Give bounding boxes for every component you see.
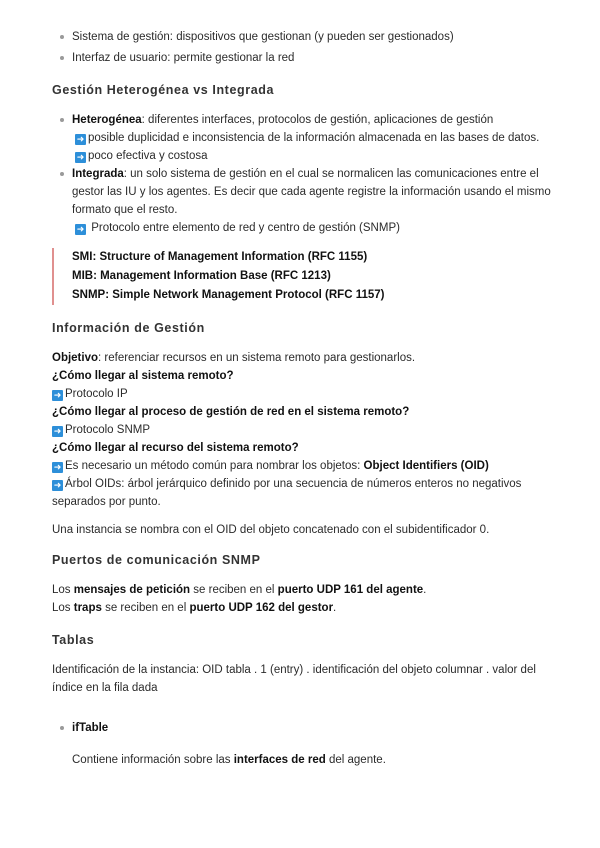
term-objetivo: Objetivo xyxy=(52,352,99,364)
iftable-description xyxy=(52,751,552,769)
arrow-right-icon: ➜ xyxy=(76,152,85,162)
objective xyxy=(52,349,552,367)
sub-text: posible duplicidad e inconsistencia de la información almacenada en las bases de datos. xyxy=(88,132,540,144)
question: ¿Cómo llegar al recurso del sistema remoto? xyxy=(52,442,299,454)
document-page xyxy=(52,28,552,769)
section-heading: Gestión Heterogénea vs Integrada xyxy=(52,83,275,97)
tables-paragraph: Identificación de la instancia: OID tabla . 1 (entry) . identificación del objeto columnar . valor del índice en la fila dada xyxy=(52,664,536,694)
bold-text: puerto UDP 161 del agente xyxy=(277,584,424,596)
arrow-right-icon: ➜ xyxy=(76,224,85,234)
bold-text: traps xyxy=(73,602,102,614)
arrow-right-icon: ➜ xyxy=(53,390,62,400)
question: ¿Cómo llegar al proceso de gestión de red en el sistema remoto? xyxy=(52,406,410,418)
quote-line: SMI: Structure of Management Information (RFC 1155) xyxy=(72,251,368,263)
sub-line xyxy=(72,129,552,147)
section-heading: Información de Gestión xyxy=(52,321,205,335)
list-item-iftable xyxy=(52,719,552,737)
answer xyxy=(52,385,552,403)
text: del agente. xyxy=(325,754,386,766)
answer xyxy=(52,457,552,475)
arrow-right-icon: ➜ xyxy=(53,426,62,436)
quote-line: SNMP: Simple Network Management Protocol (RFC 1157) xyxy=(72,289,385,301)
text: Los xyxy=(52,584,74,596)
list-item: Sistema de gestión: dispositivos que gestionan (y pueden ser gestionados) xyxy=(52,28,552,46)
bold-text: mensajes de petición xyxy=(73,584,191,596)
sub-text: poco efectiva y costosa xyxy=(88,150,208,162)
blockquote xyxy=(52,248,552,305)
bold-text: puerto UDP 162 del gestor xyxy=(189,602,334,614)
text: se reciben en el xyxy=(101,602,190,614)
tables-list xyxy=(52,719,552,737)
sub-text: Protocolo entre elemento de red y centro de gestión (SNMP) xyxy=(88,222,400,234)
section-heading: Tablas xyxy=(52,633,95,647)
answer-text: Es necesario un método común para nombrar los objetos: xyxy=(65,460,364,472)
text: se reciben en el xyxy=(190,584,278,596)
answer-bold: Object Identifiers (OID) xyxy=(363,460,489,472)
sub-line xyxy=(72,219,552,237)
answer-text: Protocolo SNMP xyxy=(65,424,151,436)
iftable-label: ifTable xyxy=(72,722,109,734)
text: . xyxy=(333,602,337,614)
arrow-right-icon: ➜ xyxy=(53,480,62,490)
term-heterogenea: Heterogénea xyxy=(72,114,142,126)
management-info-block xyxy=(52,349,552,539)
instance-paragraph: Una instancia se nombra con el OID del objeto concatenado con el subidentificador 0. xyxy=(52,524,490,536)
list-item: Interfaz de usuario: permite gestionar la red xyxy=(52,49,552,67)
arrow-right-icon: ➜ xyxy=(76,134,85,144)
bold-text: interfaces de red xyxy=(233,754,326,766)
arrow-right-icon: ➜ xyxy=(53,462,62,472)
answer-text: Árbol OIDs: árbol jerárquico definido por una secuencia de números enteros no negativos separados por punto. xyxy=(52,478,522,508)
port-line xyxy=(52,599,552,617)
question: ¿Cómo llegar al sistema remoto? xyxy=(52,370,234,382)
term-integrada: Integrada xyxy=(72,168,124,180)
port-line xyxy=(52,581,552,599)
section-heading: Puertos de comunicación SNMP xyxy=(52,553,261,567)
heterogeneous-integrated-list xyxy=(52,111,552,237)
list-item-integrada xyxy=(52,165,552,237)
item-text: : diferentes interfaces, protocolos de gestión, aplicaciones de gestión xyxy=(141,114,494,126)
item-text: : un solo sistema de gestión en el cual se normalicen las comunicaciones entre el gestor las IU y los agentes. Es decir que cada agente registre la información usando el mismo formato que el resto. xyxy=(72,168,551,216)
text: Los xyxy=(52,602,74,614)
quote-line: MIB: Management Information Base (RFC 1213) xyxy=(72,270,331,282)
answer xyxy=(52,421,552,439)
sub-line xyxy=(72,147,552,165)
text: . xyxy=(423,584,427,596)
top-list xyxy=(52,28,552,67)
answer-text: Protocolo IP xyxy=(65,388,128,400)
ports-block xyxy=(52,581,552,617)
objective-text: : referenciar recursos en un sistema remoto para gestionarlos. xyxy=(98,352,416,364)
text: Contiene información sobre las xyxy=(72,754,234,766)
answer xyxy=(52,475,552,511)
list-item-heterogenea xyxy=(52,111,552,165)
